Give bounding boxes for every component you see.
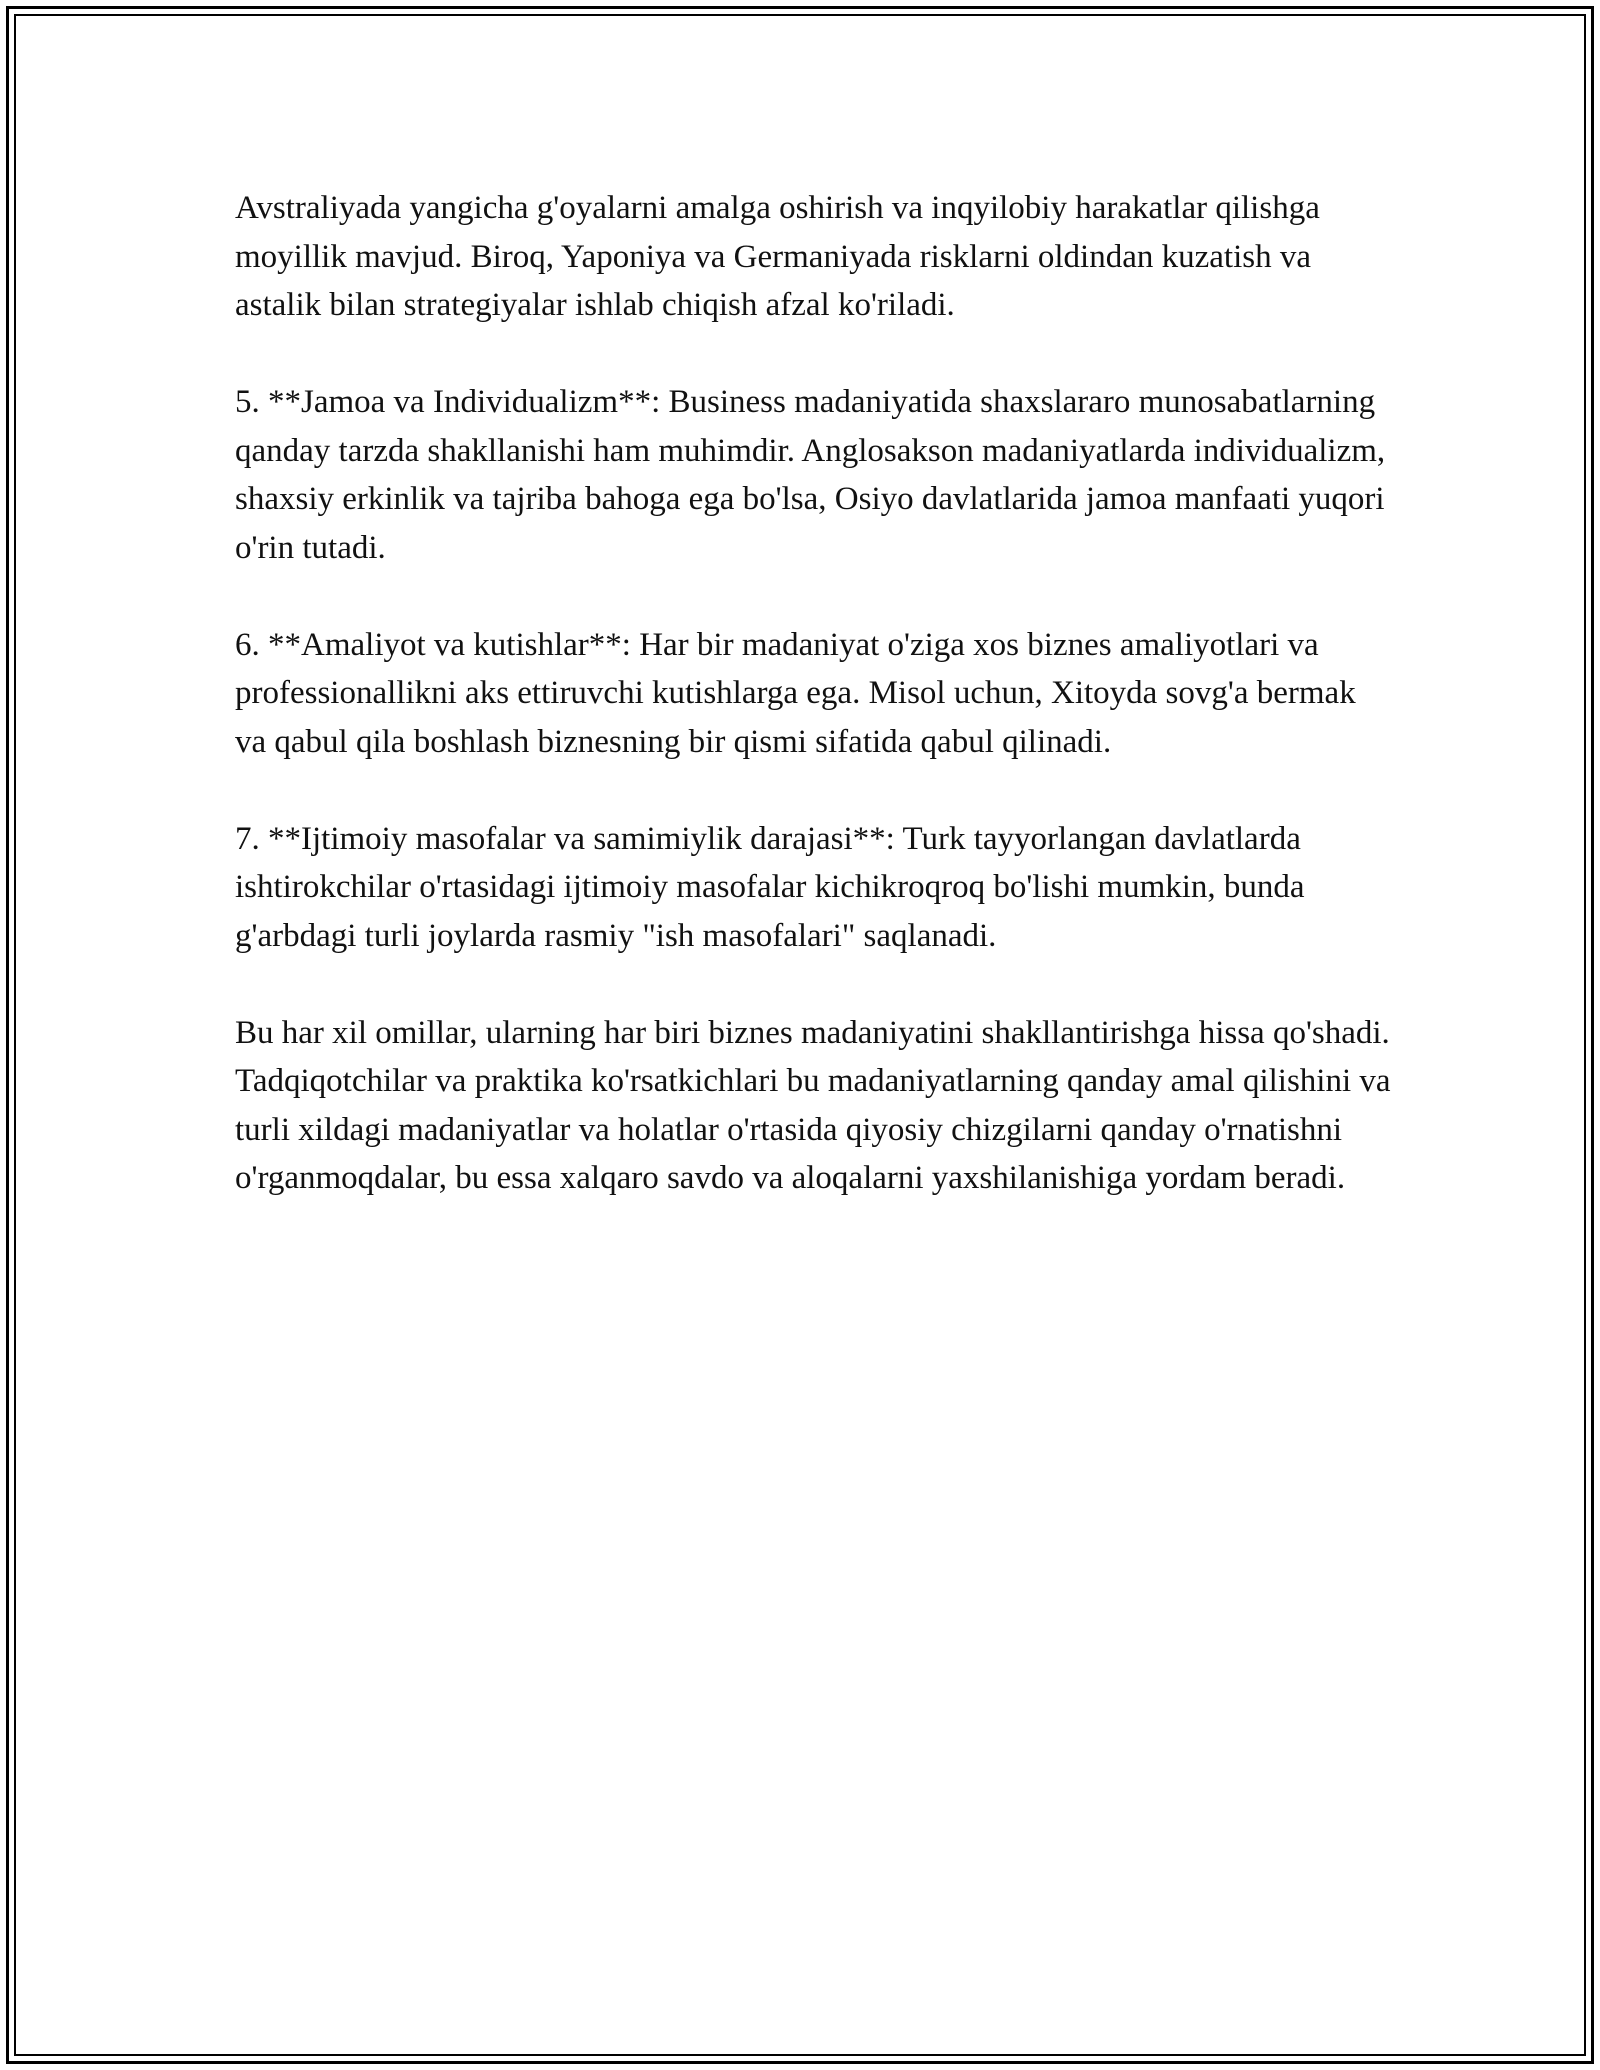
paragraph-conclusion: Bu har xil omillar, ularning har biri biznes madaniyatini shakllantirishga hissa qo'shadi. Tadqiqotchilar va praktika ko'rsatkichlari bu madaniyatlarning qanday amal qilishini va turli xildagi madaniyatlar va holatlar o'rtasida qiyosiy chizgilarni qanday o'rnatishni o'rganmoqdalar, bu essa xalqaro savdo va aloqalarni yaxshilanishiga yordam beradi. bbox=[235, 1014, 1391, 1196]
paragraph-item-5: 5. **Jamoa va Individualizm**: Business madaniyatida shaxslararo munosabatlarning qanday tarzda shakllanishi ham muhimdir. Anglosakson madaniyatlarda individualizm, shaxsiy erkinlik va tajriba bahoga ega bo'lsa, Osiyo davlatlarida jamoa manfaati yuqori o'rin tutadi. bbox=[235, 384, 1386, 566]
document-body bbox=[235, 184, 1395, 1251]
paragraph-item-7: 7. **Ijtimoiy masofalar va samimiylik darajasi**: Turk tayyorlangan davlatlarda ishtirokchilar o'rtasidagi ijtimoiy masofalar kichikroqroq bo'lishi mumkin, bunda g'arbdagi turli joylarda rasmiy "ish masofalari" saqlanadi. bbox=[235, 820, 1305, 954]
paragraph-intro: Avstraliyada yangicha g'oyalarni amalga oshirish va inqyilobiy harakatlar qilishga moyillik mavjud. Biroq, Yaponiya va Germaniyada risklarni oldindan kuzatish va astalik bilan strategiyalar ishlab chiqish afzal ko'riladi. bbox=[235, 190, 1320, 323]
paragraph-item-6: 6. **Amaliyot va kutishlar**: Har bir madaniyat o'ziga xos biznes amaliyotlari va professionallikni aks ettiruvchi kutishlarga ega. Misol uchun, Xitoyda sovg'a bermak va qabul qila boshlash biznesning bir qismi sifatida qabul qilinadi. bbox=[235, 626, 1356, 760]
